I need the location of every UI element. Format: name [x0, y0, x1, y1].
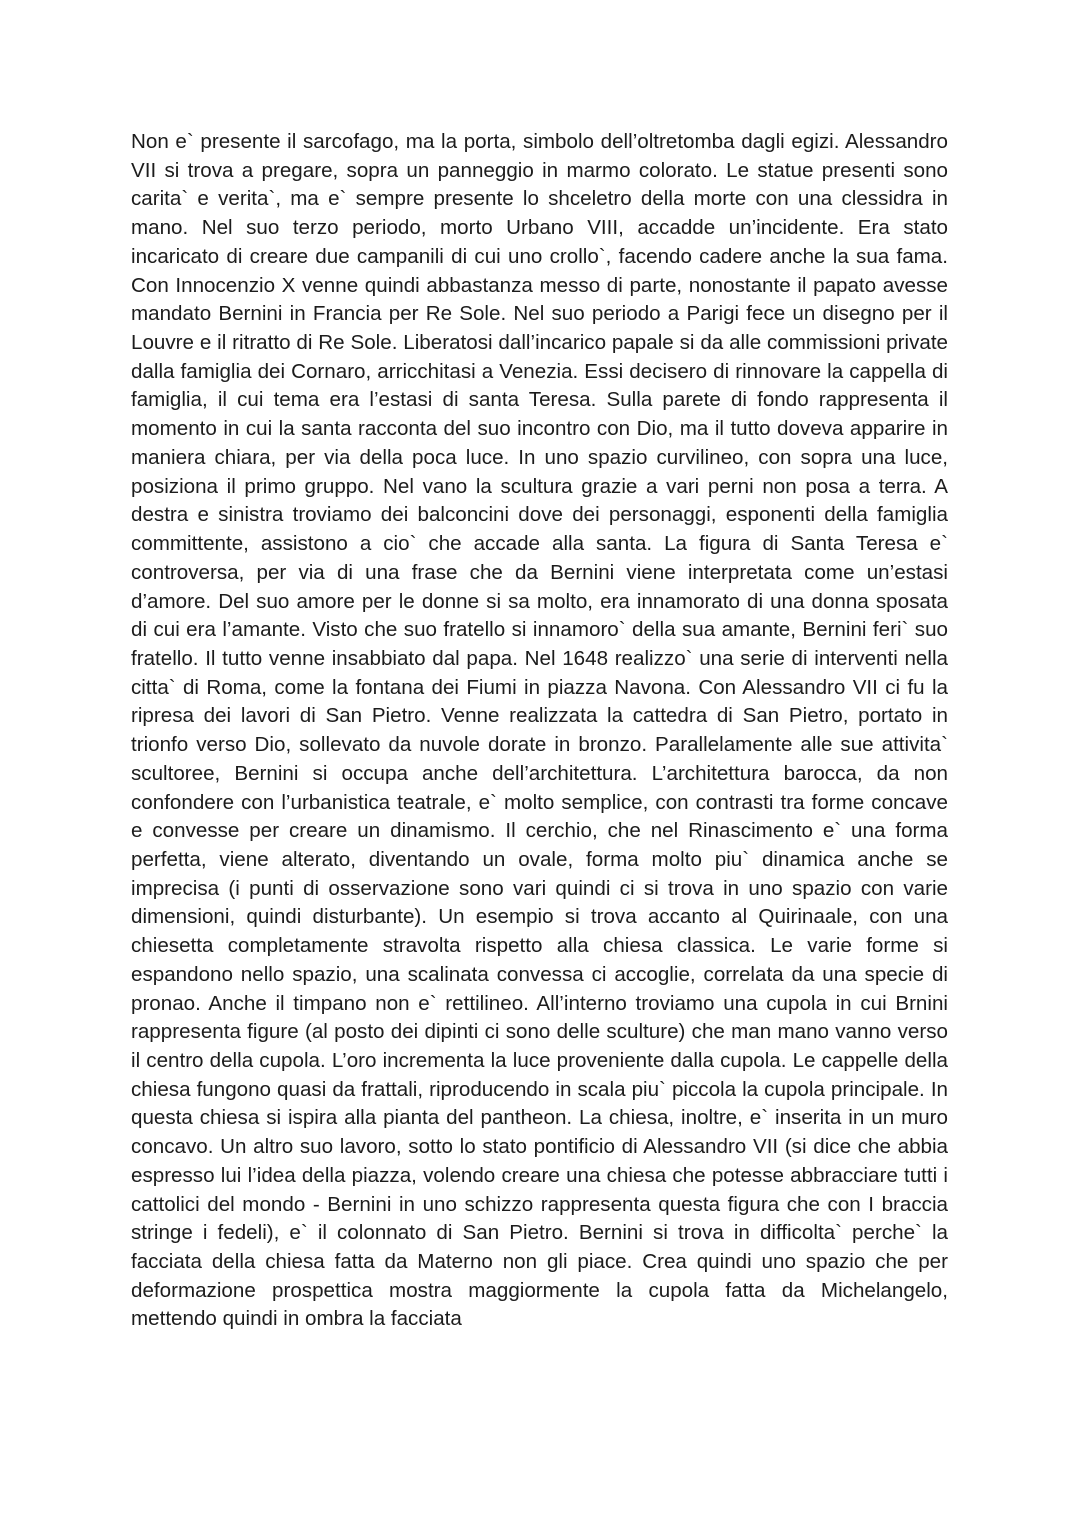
body-paragraph: Non e` presente il sarcofago, ma la porta, simbolo dell’oltretomba dagli egizi. Alessandro VII si trova a pregare, sopra un panneggio in marmo colorato. Le statue presenti sono carita` e verita`, ma e` sempre presente lo shceletro della morte con una clessidra in mano. Nel suo terzo periodo, morto Urbano VIII, accadde un’incidente. Era stato incaricato di creare due campanili di cui uno crollo`, facendo cadere anche la sua fama. Con Innocenzio X venne quindi abbastanza messo di parte, nonostante il papato avesse mandato Bernini in Francia per Re Sole. Nel suo periodo a Parigi fece un disegno per il Louvre e il ritratto di Re Sole. Liberatosi dall’incarico papale si da alle commissioni private dalla famiglia dei Cornaro, arricchitasi a Venezia. Essi decisero di rinnovare la cappella di famiglia, il cui tema era l’estasi di santa Teresa. Sulla parete di fondo rappresenta il momento in cui la santa racconta del suo incontro con Dio, ma il tutto doveva apparire in maniera chiara, per via della poca luce. In uno spazio curvilineo, con sopra una luce, posiziona il primo gruppo. Nel vano la scultura grazie a vari perni non posa a terra. A destra e sinistra troviamo dei balconcini dove dei personaggi, esponenti della famiglia committente, assistono a cio` che accade alla santa. La figura di Santa Teresa e` controversa, per via di una frase che da Bernini viene interpretata come un’estasi d’amore. Del suo amore per le donne si sa molto, era innamorato di una donna sposata di cui era l’amante. Visto che suo fratello si innamoro` della sua amante, Bernini feri` suo fratello. Il tutto venne insabbiato dal papa. Nel 1648 realizzo` una serie di interventi nella citta` di Roma, come la fontana dei Fiumi in piazza Navona. Con Alessandro VII ci fu la ripresa dei lavori di San Pietro. Venne realizzata la cattedra di San Pietro, portato in trionfo verso Dio, sollevato da nuvole dorate in bronzo. Parallelamente alle sue attivita` scultoree, Bernini si occupa anche dell’architettura. L’architettura barocca, da non confondere con l’urbanistica teatrale, e` molto semplice, con contrasti tra forme concave e convesse per creare un dinamismo. Il cerchio, che nel Rinascimento e` una forma perfetta, viene alterato, diventando un ovale, forma molto piu` dinamica anche se imprecisa (i punti di osservazione sono vari quindi ci si trova in uno spazio con varie dimensioni, quindi disturbante). Un esempio si trova accanto al Quirinaale, con una chiesetta completamente stravolta rispetto alla chiesa classica. Le varie forme si espandono nello spazio, una scalinata convessa ci accoglie, correlata da una specie di pronao. Anche il timpano non e` rettilineo. All’interno troviamo una cupola in cui Brnini rappresenta figure (al posto dei dipinti ci sono delle sculture) che man mano vanno verso il centro della cupola. L’oro incrementa la luce proveniente dalla cupola. Le cappelle della chiesa fungono quasi da frattali, riproducendo in scala piu` piccola la cupola principale. In questa chiesa si ispira alla pianta del pantheon. La chiesa, inoltre, e` inserita in un muro concavo. Un altro suo lavoro, sotto lo stato pontificio di Alessandro VII (si dice che abbia espresso lui l’idea della piazza, volendo creare una chiesa che potesse abbracciare tutti i cattolici del mondo - Bernini in uno schizzo rappresenta questa figura che con I braccia stringe i fedeli), e` il colonnato di San Pietro. Bernini si trova in difficolta` perche` la facciata della chiesa fatta da Materno non gli piace. Crea quindi uno spazio che per deformazione prospettica mostra maggiormente la cupola fatta da Michelangelo, mettendo quindi in ombra la facciata	[131, 130, 948, 1331]
